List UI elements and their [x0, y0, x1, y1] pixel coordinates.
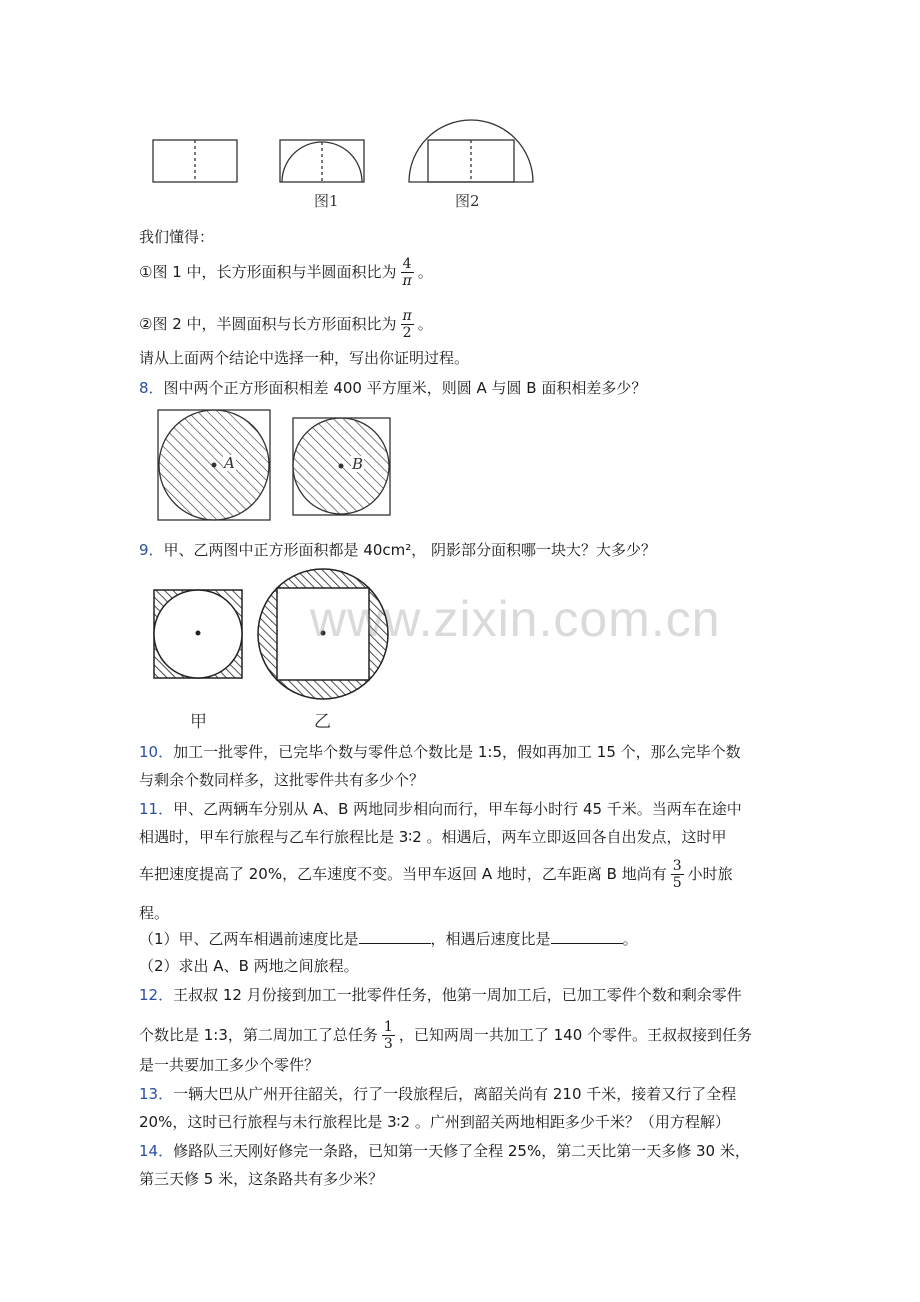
question-number: 12．: [139, 986, 174, 1004]
question-number: 13．: [139, 1085, 174, 1103]
question-10-line-2: 与剩余个数同样多，这批零件共有多少个？: [139, 771, 425, 789]
question-number: 10．: [139, 743, 174, 761]
yi-label: 乙: [314, 712, 331, 732]
question-11-line-3: 车把速度提高了 20%，乙车速度不变。当甲车返回 A 地时，乙车距离 B 地尚有 $\frac{3}{5}$ 小时旅: [139, 858, 733, 891]
q8-circles-figure: [150, 404, 410, 524]
watermark: www.zixin.com.cn: [310, 591, 721, 647]
figure2-label: 图2: [455, 192, 480, 210]
question-number: 14．: [139, 1142, 174, 1160]
question-10-line-1: 10．加工一批零件，已完毕个数与零件总个数比是 1:5，假如再加工 15 个，那么完毕个数: [139, 743, 741, 761]
answer-blank-1[interactable]: [359, 929, 431, 944]
question-11-sub-2: （2）求出 A、B 两地之间旅程。: [139, 957, 359, 975]
question-13-line-1: 13．一辆大巴从广州开往韶关，行了一段旅程后，离韶关尚有 210 千米，接着又行了全程: [139, 1085, 737, 1103]
question-12-line-2: 个数比是 1:3，第二周加工了总任务 $\frac{1}{3}$ ，已知两周一共加工了 140 个零件。王叔叔接到任务: [139, 1019, 753, 1052]
circle-B-label: B: [352, 455, 364, 473]
question-11-line-4: 程。: [139, 904, 170, 922]
jia-label: 甲: [190, 712, 207, 732]
question-11-sub-1: （1）甲、乙两车相遇前速度比是 ，相遇后速度比是 。: [139, 930, 638, 948]
question-11-line-2: 相遇时，甲车行旅程与乙车行旅程比是 3∶2 。相遇后，两车立即返回各自出发点，这时甲: [139, 828, 727, 846]
figure1-label: 图1: [314, 192, 339, 210]
question-number: 9．: [139, 541, 164, 559]
question-13-line-2: 20%，这时已行旅程与未行旅程比是 3∶2 。广州到韶关两地相距多少千米？（用方程解）: [139, 1113, 730, 1131]
question-9: 9．甲、乙两图中正方形面积都是 40cm²， 阴影部分面积哪一块大？大多少？: [139, 541, 657, 559]
question-11-line-1: 11．甲、乙两辆车分别从 A、B 两地同步相向而行，甲车每小时行 45 千米。当两车在途中: [139, 800, 742, 818]
question-12-line-1: 12．王叔叔 12 月份接到加工一批零件任务，他第一周加工后，已加工零件个数和剩余零件: [139, 986, 742, 1004]
question-number: 11．: [139, 800, 174, 818]
circle-A-label: A: [224, 454, 235, 472]
question-number: 8．: [139, 379, 164, 397]
rectangle-semicircle-figures: [145, 118, 545, 193]
question-12-line-3: 是一共要加工多少个零件？: [139, 1056, 320, 1074]
known-prompt: 请从上面两个结论中选择一种，写出你证明过程。: [139, 349, 470, 367]
question-8: 8．图中两个正方形面积相差 400 平方厘米，则圆 A 与圆 B 面积相差多少？: [139, 379, 647, 397]
known-intro: 我们懂得：: [139, 228, 215, 246]
known-item-2: ②图 2 中，半圆面积与长方形面积比为 $\frac{\pi}{2}$ 。: [139, 308, 433, 341]
known-item-1: ①图 1 中，长方形面积与半圆面积比为 $\frac{4}{\pi}$ 。: [139, 256, 433, 289]
question-14-line-1: 14．修路队三天刚好修完一条路，已知第一天修了全程 25%，第二天比第一天多修 30 米，: [139, 1142, 750, 1160]
answer-blank-2[interactable]: [551, 929, 623, 944]
question-14-line-2: 第三天修 5 米，这条路共有多少米？: [139, 1170, 384, 1188]
